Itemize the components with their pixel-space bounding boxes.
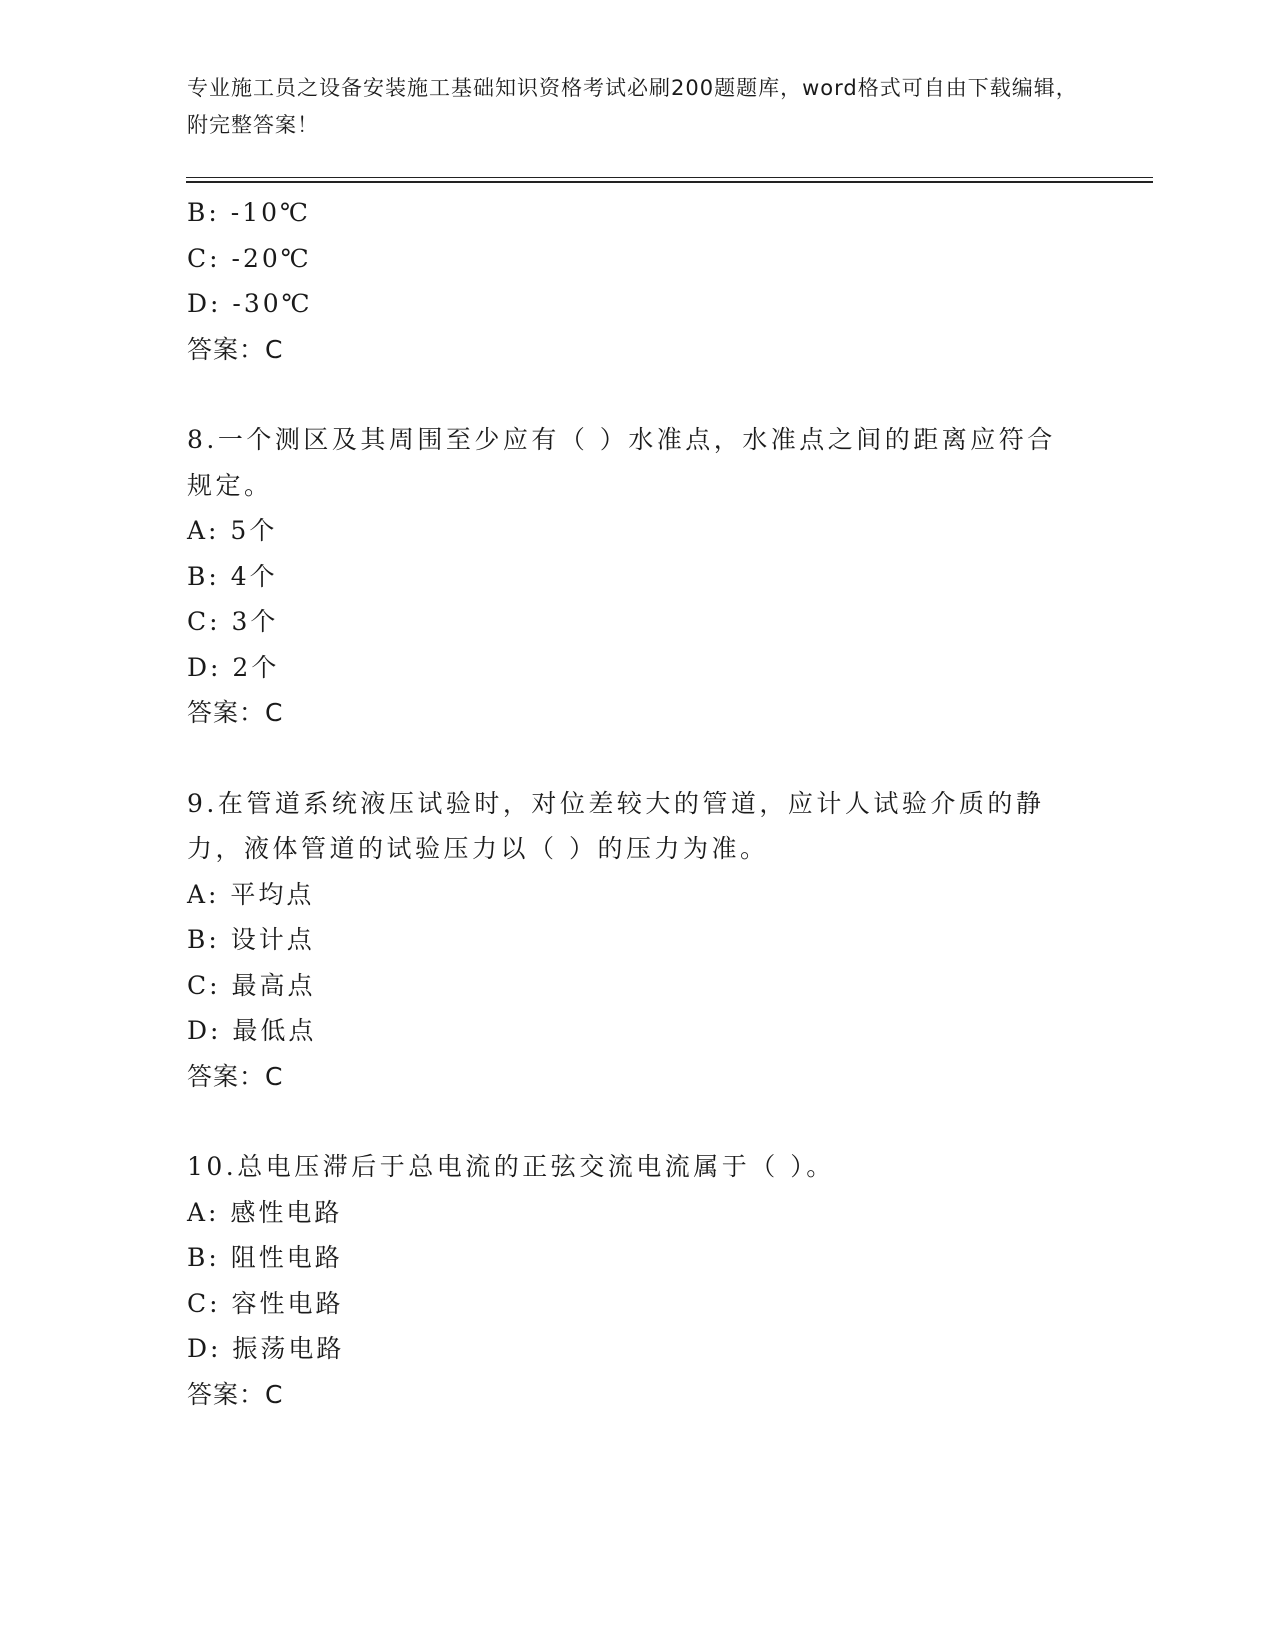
option-c: C: -20℃ xyxy=(187,243,312,273)
answer-line: 答案：C xyxy=(187,1379,284,1409)
option-d: D: -30℃ xyxy=(187,289,313,318)
option-b: B: -10℃ xyxy=(187,198,311,227)
answer-line: 答案：C xyxy=(187,698,284,727)
header-divider-thick xyxy=(186,181,1153,183)
document-body xyxy=(187,190,1077,1417)
question-stem: 9.在管道系统液压试验时，对位差较大的管道，应计人试验介质的静力，液体管道的试验压力以（ ）的压力为准。 xyxy=(187,788,1045,863)
option-d: D: 振荡电路 xyxy=(187,1334,345,1363)
option-a: A: 感性电路 xyxy=(187,1197,343,1227)
answer-line: 答案：C xyxy=(187,1061,284,1091)
question-7-continued xyxy=(187,190,1077,372)
answer-line: 答案：C xyxy=(187,334,284,364)
document-header-title: 专业施工员之设备安装施工基础知识资格考试必刷200题题库，word格式可自由下载编辑，附完整答案！ xyxy=(187,76,1078,137)
question-9 xyxy=(187,781,1077,1100)
option-d: D: 2个 xyxy=(187,652,280,682)
option-b: B: 4个 xyxy=(187,561,278,591)
option-c: C: 3个 xyxy=(187,607,279,636)
question-stem: 8.一个测区及其周围至少应有（ ）水准点，水准点之间的距离应符合规定。 xyxy=(187,425,1056,500)
option-b: B: 阻性电路 xyxy=(187,1243,343,1272)
header-divider-thin xyxy=(186,177,1153,178)
option-a: A: 5个 xyxy=(187,516,278,545)
option-a: A: 平均点 xyxy=(187,879,315,909)
option-d: D: 最低点 xyxy=(187,1016,317,1045)
option-b: B: 设计点 xyxy=(187,925,315,954)
question-stem: 10.总电压滞后于总电流的正弦交流电流属于（ ）。 xyxy=(187,1152,835,1181)
option-c: C: 最高点 xyxy=(187,970,316,1000)
question-8 xyxy=(187,417,1077,736)
option-c: C: 容性电路 xyxy=(187,1288,344,1318)
question-10 xyxy=(187,1144,1077,1417)
